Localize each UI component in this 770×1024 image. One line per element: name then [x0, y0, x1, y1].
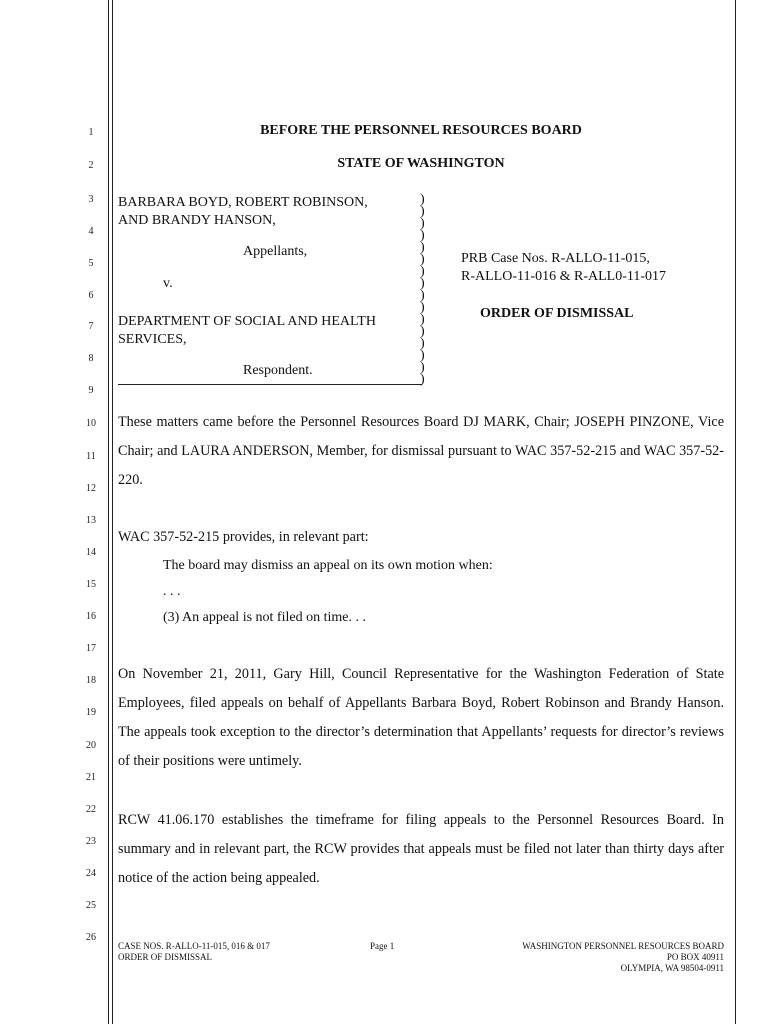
paren: )	[420, 300, 425, 315]
paren: )	[420, 324, 425, 339]
paren: )	[420, 240, 425, 255]
paren: )	[420, 288, 425, 303]
margin-rule-left-2	[112, 0, 113, 1024]
paren: )	[420, 264, 425, 279]
line-number: 20	[86, 740, 96, 751]
appellants-label: Appellants,	[243, 244, 308, 259]
line-number: 3	[88, 194, 94, 205]
paren: )	[420, 372, 425, 387]
paren: )	[420, 348, 425, 363]
appellants-names	[118, 194, 418, 230]
line-number: 2	[88, 160, 94, 171]
quote-line-3: (3) An appeal is not filed on time. . .	[163, 610, 366, 625]
footer-page-number: Page 1	[370, 941, 395, 951]
footer-case-nos: CASE NOS. R-ALLO-11-015, 016 & 017	[118, 941, 270, 951]
caption-underline	[118, 384, 422, 385]
line-number: 24	[86, 868, 96, 879]
paren: )	[420, 252, 425, 267]
footer-po-box: PO BOX 40911	[666, 952, 724, 962]
footer-case-info	[118, 941, 270, 963]
paren: )	[420, 312, 425, 327]
line-number: 19	[86, 707, 96, 718]
court-title: BEFORE THE PERSONNEL RESOURCES BOARD	[260, 123, 582, 138]
line-number: 1	[88, 127, 94, 138]
line-number: 4	[88, 226, 94, 237]
line-number: 5	[88, 258, 94, 269]
line-number: 13	[86, 515, 96, 526]
paren: )	[420, 192, 425, 207]
footer-board-address	[470, 941, 724, 974]
footer-city: OLYMPIA, WA 98504-0911	[620, 963, 724, 973]
line-number: 6	[88, 290, 94, 301]
line-number: 23	[86, 836, 96, 847]
paren: )	[420, 216, 425, 231]
line-number: 12	[86, 483, 96, 494]
paren: )	[420, 360, 425, 375]
respondent-label: Respondent.	[243, 363, 313, 378]
appellants-line-2: AND BRANDY HANSON,	[118, 213, 276, 228]
line-number: 21	[86, 772, 96, 783]
footer-order-title: ORDER OF DISMISSAL	[118, 952, 213, 962]
appellants-line-1: BARBARA BOYD, ROBERT ROBINSON,	[118, 195, 368, 210]
line-number: 11	[86, 451, 96, 462]
paragraph-rcw: RCW 41.06.170 establishes the timeframe for filing appeals to the Personnel Resources Board. In summary and in relevant part, the RCW provides that appeals must be filed not later than thirty days after notice of the action being appealed.	[118, 812, 724, 886]
paragraph-appeals: On November 21, 2011, Gary Hill, Council Representative for the Washington Federation of State Employees, filed appeals on behalf of Appellants Barbara Boyd, Robert Robinson and Brandy Hanson. The appeals took exception to the director’s determination that Appellants’ requests for director’s reviews of their positions were untimely.	[118, 666, 724, 769]
respondent-line-1: DEPARTMENT OF SOCIAL AND HEALTH	[118, 314, 376, 329]
respondent-names	[118, 313, 418, 349]
caption-parentheses	[420, 194, 425, 386]
versus-label: v.	[163, 276, 173, 291]
case-numbers-line-2: R-ALLO-11-016 & R-ALL0-11-017	[461, 269, 667, 284]
paren: )	[420, 276, 425, 291]
paren: )	[420, 204, 425, 219]
state-title: STATE OF WASHINGTON	[337, 156, 505, 171]
line-number: 7	[88, 321, 94, 332]
case-numbers-line-1: PRB Case Nos. R-ALLO-11-015,	[461, 251, 650, 266]
margin-rule-left-1	[108, 0, 109, 1024]
paragraph-wac-intro: WAC 357-52-215 provides, in relevant part:	[118, 529, 369, 545]
line-number: 15	[86, 579, 96, 590]
line-number: 18	[86, 675, 96, 686]
paragraph-board: These matters came before the Personnel Resources Board DJ MARK, Chair; JOSEPH PINZONE, Vice Chair; and LAURA ANDERSON, Member, for dismissal pursuant to WAC 357-52-215 and WAC 357-52-220.	[118, 414, 724, 488]
case-numbers	[461, 250, 721, 286]
footer-board-name: WASHINGTON PERSONNEL RESOURCES BOARD	[522, 941, 724, 951]
margin-rule-right	[735, 0, 736, 1024]
line-number: 25	[86, 900, 96, 911]
respondent-line-2: SERVICES,	[118, 332, 187, 347]
quote-line-1: The board may dismiss an appeal on its own motion when:	[163, 558, 493, 573]
line-number: 22	[86, 804, 96, 815]
line-number: 14	[86, 547, 96, 558]
line-number: 17	[86, 643, 96, 654]
paren: )	[420, 228, 425, 243]
order-title: ORDER OF DISMISSAL	[480, 306, 634, 321]
paren: )	[420, 336, 425, 351]
line-number: 8	[88, 353, 94, 364]
line-number: 9	[88, 385, 94, 396]
quote-ellipsis: . . .	[163, 584, 181, 599]
line-number: 26	[86, 932, 96, 943]
line-number: 16	[86, 611, 96, 622]
line-number: 10	[86, 418, 96, 429]
wac-quote	[163, 558, 493, 626]
